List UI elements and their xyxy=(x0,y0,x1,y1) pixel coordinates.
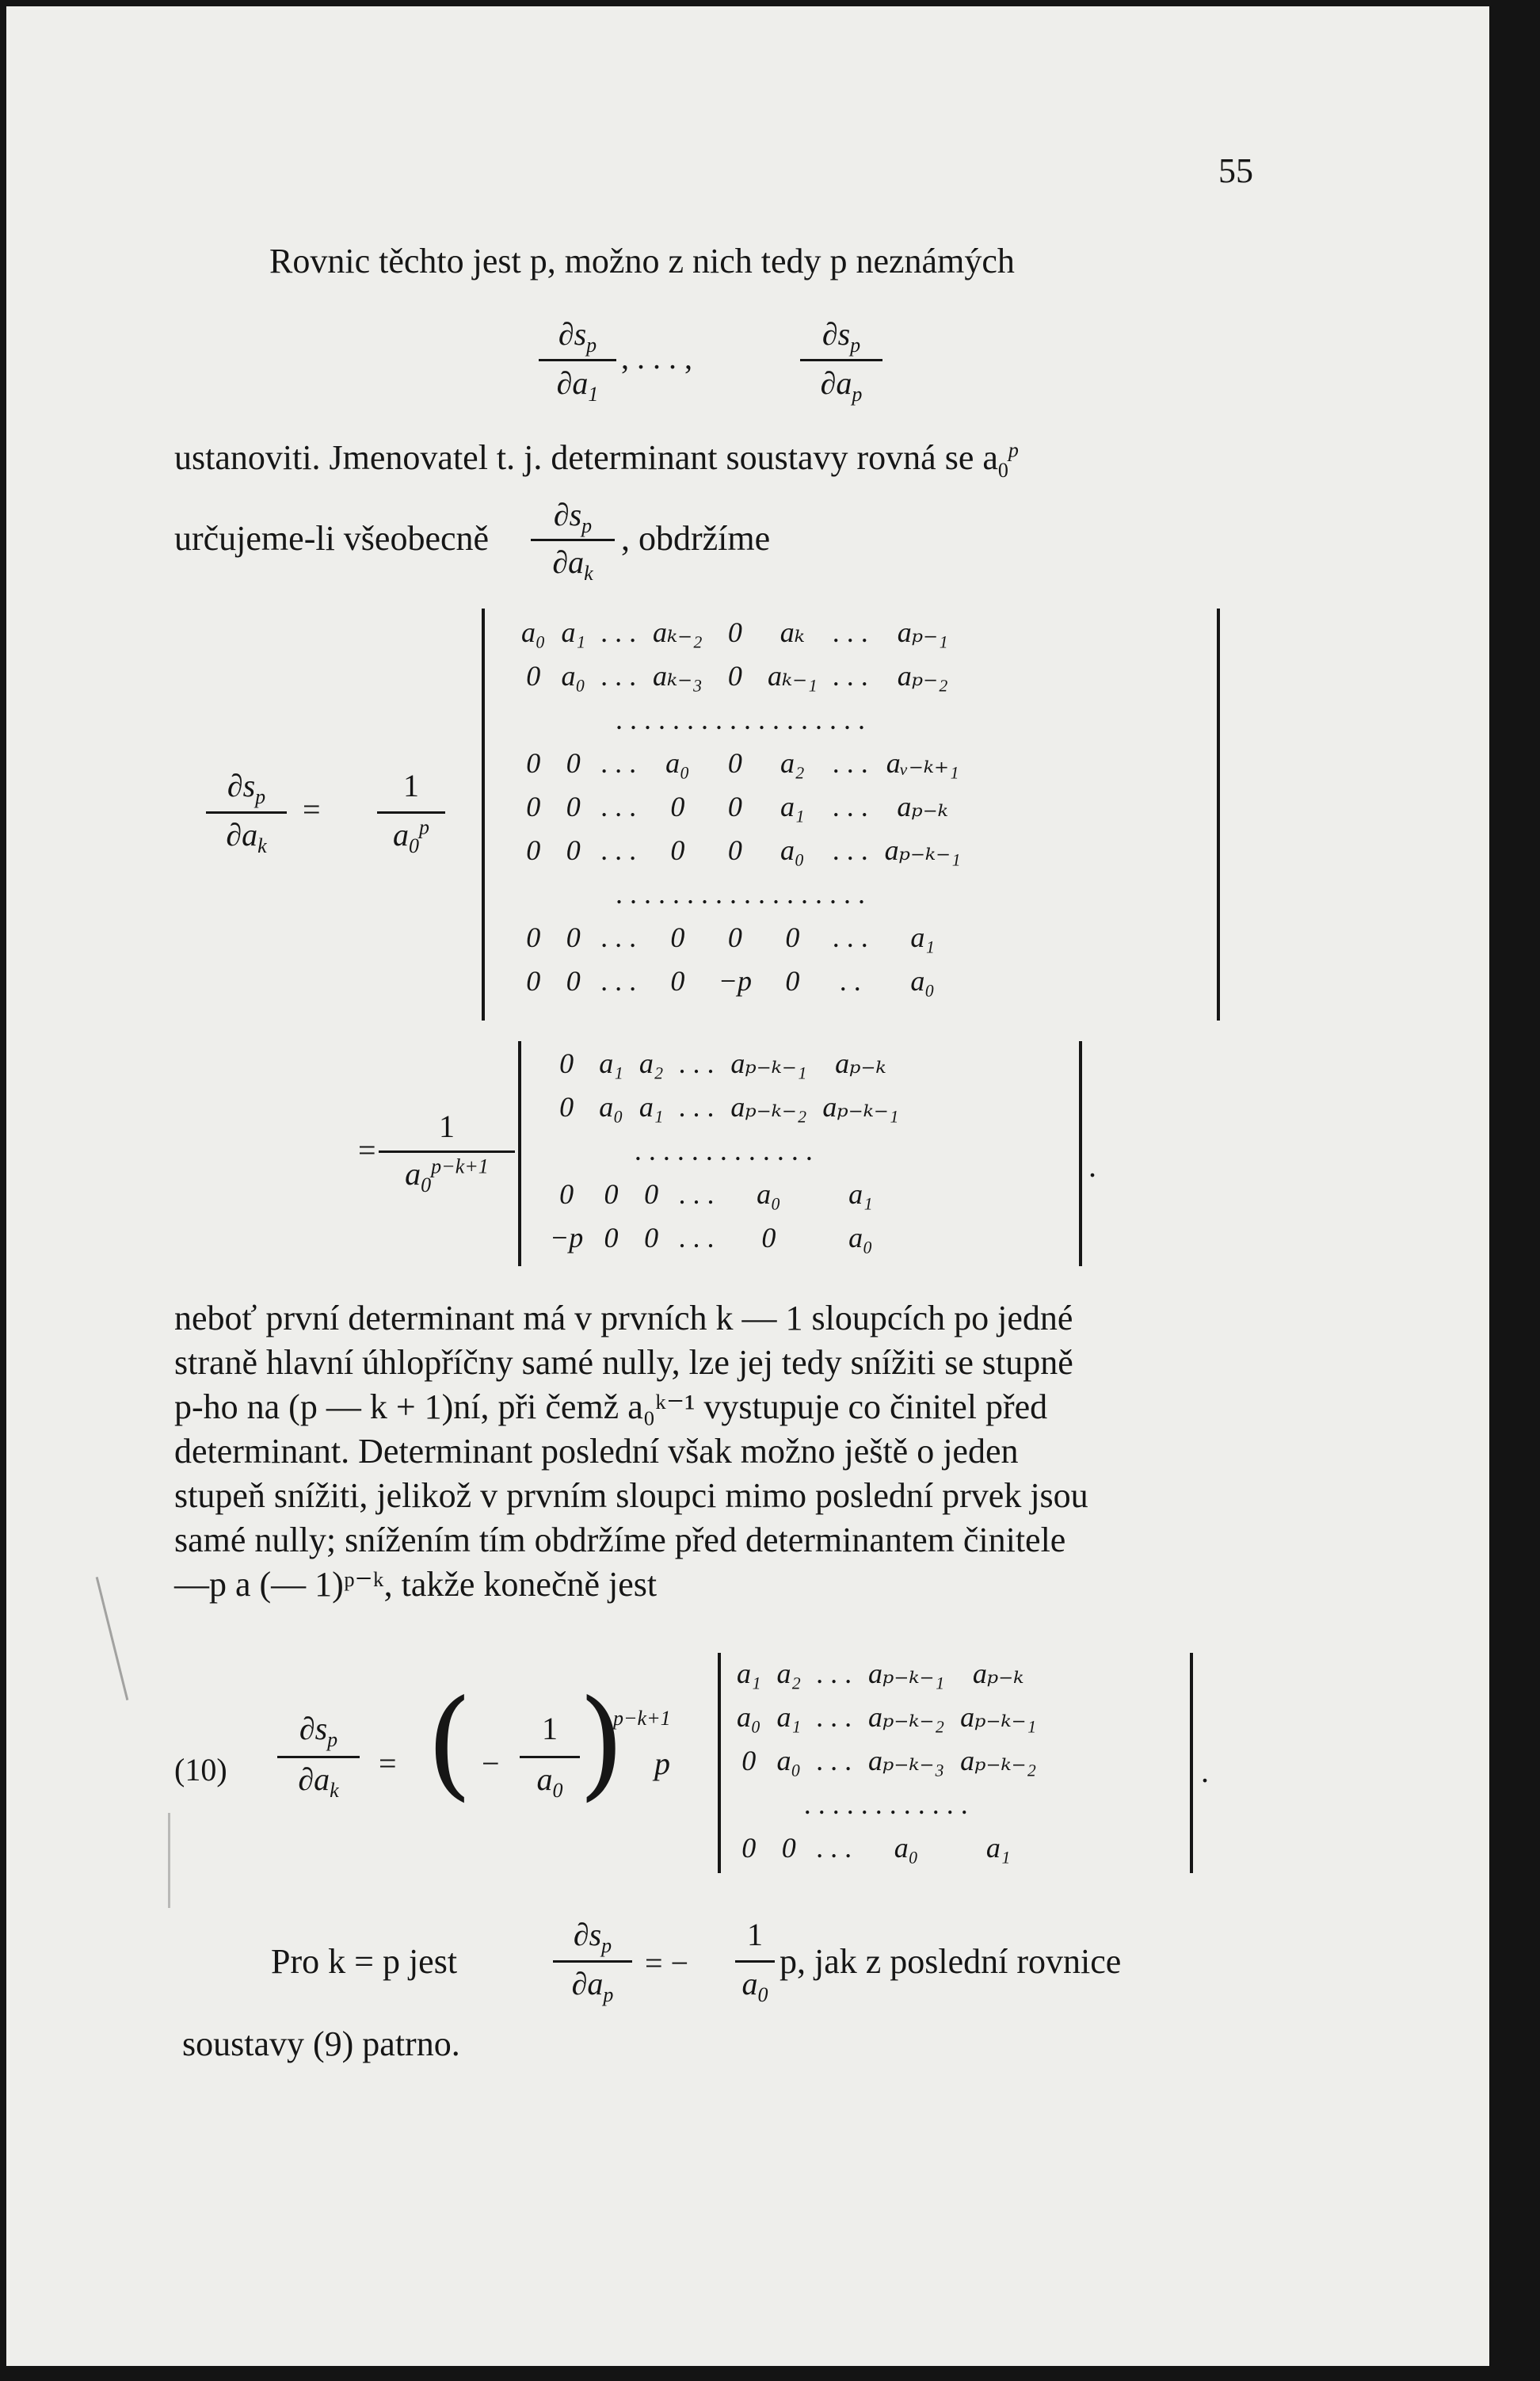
matrix-cell: a₁ xyxy=(848,1177,873,1210)
eq2-det-left-bar xyxy=(518,1041,521,1266)
matrix-row xyxy=(513,610,969,654)
matrix-row xyxy=(729,1695,1044,1738)
matrix-cell: 0 xyxy=(526,964,541,997)
matrix-cell: aₖ xyxy=(780,616,805,648)
matrix-cell: 0 xyxy=(526,921,541,953)
matrix-cell: aₖ₋₁ xyxy=(767,659,818,692)
para-line: stupeň snížiti, jelikož v prvním sloupci mimo poslední prvek jsou xyxy=(174,1476,1088,1515)
eq10-matrix xyxy=(729,1651,1044,1869)
urcujeme-suffix: , obdržíme xyxy=(621,519,771,558)
matrix-cell: 0 xyxy=(670,964,685,997)
eq2-det-right-bar xyxy=(1079,1041,1082,1266)
matrix-cell: . . . xyxy=(833,790,869,822)
matrix-dots-row: . . . . . . . . . . . . . . . . . . xyxy=(616,877,866,910)
matrix-cell: aₚ₋ₖ₋₁ xyxy=(884,834,961,866)
matrix-dots-row: . . . . . . . . . . . . . . . . . . xyxy=(616,703,866,735)
matrix-cell: . . xyxy=(840,964,862,997)
matrix-cell: . . . xyxy=(601,921,638,953)
matrix-row xyxy=(542,1085,906,1128)
matrix-cell: a₀ xyxy=(521,616,546,648)
pro-coef: 1 $a_0$ xyxy=(735,1916,775,2011)
matrix-cell: a₁ xyxy=(737,1657,761,1689)
matrix-cell: . . . xyxy=(817,1657,853,1689)
matrix-row xyxy=(542,1041,906,1085)
matrix-cell: . . . xyxy=(833,834,869,866)
body-paragraph xyxy=(174,1296,1274,1607)
eq10-lhs: $\partial s_p$ $\partial a_k$ xyxy=(277,1710,360,1805)
matrix-cell: −p xyxy=(550,1221,584,1253)
matrix-cell: . . . xyxy=(817,1744,853,1776)
matrix-dots-row: . . . . . . . . . . . . . xyxy=(635,1134,814,1166)
matrix-cell: a₀ xyxy=(737,1700,761,1733)
matrix-cell: 0 xyxy=(727,921,742,953)
eq1-equals: = xyxy=(303,792,321,827)
intro-line: Rovnic těchto jest p, možno z nich tedy p neznámých xyxy=(269,242,1015,280)
eq10-minus: − xyxy=(482,1746,500,1781)
matrix-cell: . . . xyxy=(833,659,869,692)
matrix-cell: aₚ₋ₖ₋₁ xyxy=(868,1657,945,1689)
pro-lhs: $\partial s_p$ $\partial a_p$ xyxy=(553,1916,632,2011)
matrix-cell: a₀ xyxy=(757,1177,781,1210)
matrix-cell: 0 xyxy=(566,834,581,866)
matrix-row xyxy=(729,1651,1044,1695)
matrix-cell: 0 xyxy=(785,964,800,997)
matrix-cell: 0 xyxy=(559,1047,574,1079)
matrix-cell: aₖ₋₂ xyxy=(653,616,703,648)
eq10-period: . xyxy=(1201,1753,1209,1789)
matrix-cell: 0 xyxy=(741,1744,757,1776)
pro-suffix: p, jak z poslední rovnice xyxy=(780,1942,1122,1981)
eq10-label: (10) xyxy=(174,1752,227,1788)
matrix-row xyxy=(513,697,969,741)
matrix-cell: 0 xyxy=(727,790,742,822)
matrix-cell: aᵥ₋ₖ₊₁ xyxy=(886,746,959,779)
matrix-cell: a₀ xyxy=(848,1221,873,1253)
matrix-row xyxy=(513,654,969,697)
matrix-cell: 0 xyxy=(526,659,541,692)
matrix-cell: a₂ xyxy=(780,746,805,779)
matrix-cell: 0 xyxy=(727,834,742,866)
matrix-cell: aₚ₋ₖ₋₂ xyxy=(730,1090,807,1123)
matrix-cell: aₚ₋ₖ₋₁ xyxy=(730,1047,807,1079)
matrix-cell: a₀ xyxy=(599,1090,623,1123)
book-page xyxy=(6,6,1489,2366)
matrix-cell: . . . xyxy=(833,921,869,953)
matrix-cell: aₚ₋₂ xyxy=(897,659,948,692)
matrix-cell: 0 xyxy=(670,790,685,822)
matrix-row xyxy=(542,1215,906,1259)
ustanoviti-line: ustanoviti. Jmenovatel t. j. determinant soustavy rovná se $a_0^p$ xyxy=(174,438,1019,482)
matrix-cell: 0 xyxy=(727,616,742,648)
partial-last: $\partial s_p$ $\partial a_p$ xyxy=(800,315,882,410)
matrix-row xyxy=(729,1782,1044,1826)
eq10-det-right-bar xyxy=(1190,1653,1193,1873)
eq10-factor: p xyxy=(654,1746,670,1781)
matrix-cell: 0 xyxy=(566,790,581,822)
matrix-cell: 0 xyxy=(526,834,541,866)
eq2-period: . xyxy=(1088,1148,1096,1184)
left-paren: ( xyxy=(426,1675,473,1813)
matrix-cell: aₚ₋ₖ₋₁ xyxy=(822,1090,899,1123)
urcujeme-partial: $\partial s_p$ $\partial a_k$ xyxy=(531,496,615,583)
matrix-row xyxy=(542,1128,906,1172)
eq2-equals: = xyxy=(358,1132,376,1168)
eq1-det-right-bar xyxy=(1217,609,1220,1021)
matrix-cell: a₀ xyxy=(910,964,935,997)
matrix-cell: a₀ xyxy=(665,746,690,779)
matrix-cell: a₁ xyxy=(638,1090,664,1123)
matrix-cell: aₚ₋ₖ xyxy=(835,1047,886,1079)
matrix-cell: 0 xyxy=(761,1221,776,1253)
matrix-cell: 0 xyxy=(644,1221,659,1253)
matrix-cell: a₂ xyxy=(776,1657,802,1689)
matrix-cell: a₀ xyxy=(561,659,586,692)
matrix-cell: 0 xyxy=(604,1177,619,1210)
eq2-matrix xyxy=(542,1041,906,1259)
margin-scratch xyxy=(96,1577,129,1700)
matrix-cell: . . . xyxy=(679,1047,715,1079)
matrix-cell: . . . xyxy=(601,964,638,997)
matrix-cell: aₚ₋₁ xyxy=(897,616,948,648)
matrix-cell: −p xyxy=(718,964,752,997)
matrix-row xyxy=(513,741,969,784)
matrix-cell: . . . xyxy=(679,1090,715,1123)
matrix-cell: 0 xyxy=(781,1831,796,1864)
matrix-cell: 0 xyxy=(727,659,742,692)
margin-scratch xyxy=(168,1813,170,1908)
matrix-cell: a₁ xyxy=(776,1700,802,1733)
pro-equals: = − xyxy=(645,1945,689,1981)
matrix-cell: aₚ₋ₖ₋₂ xyxy=(960,1744,1037,1776)
matrix-row xyxy=(513,872,969,915)
matrix-cell: . . . xyxy=(817,1831,853,1864)
matrix-cell: 0 xyxy=(566,921,581,953)
matrix-cell: aₖ₋₃ xyxy=(653,659,703,692)
matrix-cell: . . . xyxy=(679,1221,715,1253)
eq10-det-left-bar xyxy=(718,1653,721,1873)
eq2-coef: 1 $a_0^{p-k+1}$ xyxy=(379,1108,515,1203)
matrix-row xyxy=(729,1738,1044,1782)
matrix-cell: . . . xyxy=(601,746,638,779)
matrix-cell: a₁ xyxy=(561,616,586,648)
matrix-row xyxy=(513,959,969,1002)
matrix-cell: 0 xyxy=(670,834,685,866)
matrix-cell: 0 xyxy=(741,1831,757,1864)
eq10-coef: 1 $a_0$ xyxy=(520,1710,580,1805)
page-number: 55 xyxy=(1218,151,1253,190)
matrix-cell: aₚ₋ₖ₋₃ xyxy=(868,1744,945,1776)
matrix-cell: 0 xyxy=(559,1177,574,1210)
para-line: —p a (— 1)ᵖ⁻ᵏ, takže konečně jest xyxy=(174,1565,658,1604)
matrix-row xyxy=(542,1172,906,1215)
matrix-cell: . . . xyxy=(679,1177,715,1210)
matrix-cell: 0 xyxy=(559,1090,574,1123)
partial-separator: , . . . , xyxy=(621,340,692,376)
matrix-row xyxy=(513,784,969,828)
matrix-cell: a₁ xyxy=(599,1047,623,1079)
para-line: determinant. Determinant poslední však možno ještě o jeden xyxy=(174,1432,1019,1471)
matrix-cell: a₁ xyxy=(910,921,935,953)
matrix-cell: a₁ xyxy=(985,1831,1011,1864)
matrix-dots-row: . . . . . . . . . . . . xyxy=(804,1788,969,1820)
matrix-cell: 0 xyxy=(526,790,541,822)
matrix-cell: . . . xyxy=(833,616,869,648)
matrix-cell: a₂ xyxy=(638,1047,664,1079)
matrix-row xyxy=(513,915,969,959)
partial-first: $\partial s_p$ $\partial a_1$ xyxy=(539,315,616,410)
matrix-cell: . . . xyxy=(817,1700,853,1733)
matrix-row xyxy=(513,828,969,872)
eq1-det-left-bar xyxy=(482,609,485,1021)
urcujeme-prefix: určujeme-li všeobecně xyxy=(174,519,490,558)
matrix-cell: . . . xyxy=(601,834,638,866)
para-line: neboť první determinant má v prvních k — 1 sloupcích po jedné xyxy=(174,1299,1073,1337)
eq10-equals: = xyxy=(379,1746,397,1781)
matrix-cell: . . . xyxy=(833,746,869,779)
matrix-cell: 0 xyxy=(670,921,685,953)
matrix-cell: a₀ xyxy=(776,1744,802,1776)
matrix-cell: 0 xyxy=(644,1177,659,1210)
matrix-cell: 0 xyxy=(566,746,581,779)
para-line: p-ho na (p — k + 1)ní, při čemž a₀ᵏ⁻¹ vystupuje co činitel před xyxy=(174,1387,1048,1426)
matrix-cell: a₀ xyxy=(894,1831,919,1864)
matrix-cell: 0 xyxy=(526,746,541,779)
para-line: samé nully; snížením tím obdržíme před determinantem činitele xyxy=(174,1521,1066,1559)
para-line: straně hlavní úhlopříčny samé nully, lze jej tedy snížiti se stupně xyxy=(174,1343,1073,1382)
matrix-cell: . . . xyxy=(601,659,638,692)
eq1-matrix xyxy=(513,610,969,1002)
matrix-cell: a₀ xyxy=(780,834,805,866)
matrix-cell: 0 xyxy=(785,921,800,953)
matrix-cell: . . . xyxy=(601,790,638,822)
matrix-cell: aₚ₋ₖ xyxy=(972,1657,1024,1689)
matrix-cell: 0 xyxy=(566,964,581,997)
final-line: soustavy (9) patrno. xyxy=(182,2024,460,2063)
matrix-cell: aₚ₋ₖ xyxy=(897,790,948,822)
pro-prefix: Pro k = p jest xyxy=(271,1942,458,1981)
right-paren: ) xyxy=(578,1675,625,1813)
matrix-cell: a₁ xyxy=(780,790,805,822)
matrix-row xyxy=(729,1826,1044,1869)
matrix-cell: aₚ₋ₖ₋₂ xyxy=(868,1700,945,1733)
eq1-coef: 1 $a_0^p$ xyxy=(377,767,445,862)
eq1-lhs: $\partial s_p$ $\partial a_k$ xyxy=(206,767,287,862)
eq10-exponent: p−k+1 xyxy=(613,1707,671,1730)
matrix-cell: 0 xyxy=(604,1221,619,1253)
matrix-cell: . . . xyxy=(601,616,638,648)
matrix-cell: 0 xyxy=(727,746,742,779)
matrix-cell: aₚ₋ₖ₋₁ xyxy=(960,1700,1037,1733)
